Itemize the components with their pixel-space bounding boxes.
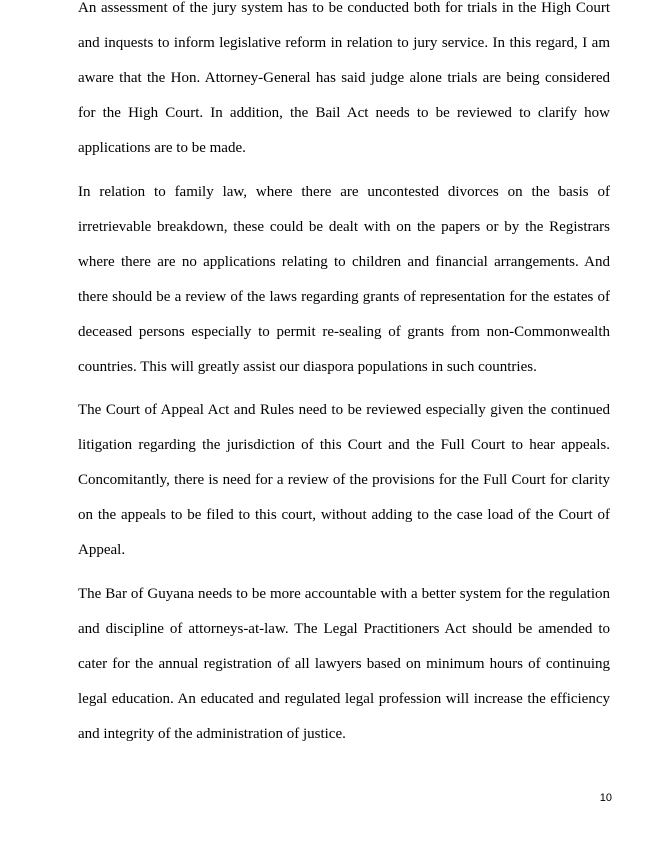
paragraph-family-law: In relation to family law, where there are uncontested divorces on the basis of irretrievable breakdown, these could be dealt with on the papers or by the Registrars where there are no applications relating to children and financial arrangements. And there should be a review of the laws regarding grants of representation for the estates of deceased persons especially to permit re-sealing of grants from non-Commonwealth countries. This will greatly assist our diaspora populations in such countries.	[78, 183, 610, 375]
body-text	[78, 0, 610, 760]
paragraph-court-of-appeal: The Court of Appeal Act and Rules need to be reviewed especially given the continued litigation regarding the jurisdiction of this Court and the Full Court to hear appeals. Concomitantly, there is need for a review of the provisions for the Full Court for clarity on the appeals to be filed to this court, without adding to the case load of the Court of Appeal.	[78, 402, 610, 558]
paragraph-jury-system: An assessment of the jury system has to be conducted both for trials in the High Court and inquests to inform legislative reform in relation to jury service. In this regard, I am aware that the Hon. Attorney-General has said judge alone trials are being considered for the High Court. In addition, the Bail Act needs to be reviewed to clarify how applications are to be made.	[78, 0, 610, 156]
paragraph-bar-of-guyana: The Bar of Guyana needs to be more accountable with a better system for the regulation and discipline of attorneys-at-law. The Legal Practitioners Act should be amended to cater for the annual registration of all lawyers based on minimum hours of continuing legal education. An educated and regulated legal profession will increase the efficiency and integrity of the administration of justice.	[78, 585, 610, 742]
page-number: 10	[599, 792, 612, 804]
